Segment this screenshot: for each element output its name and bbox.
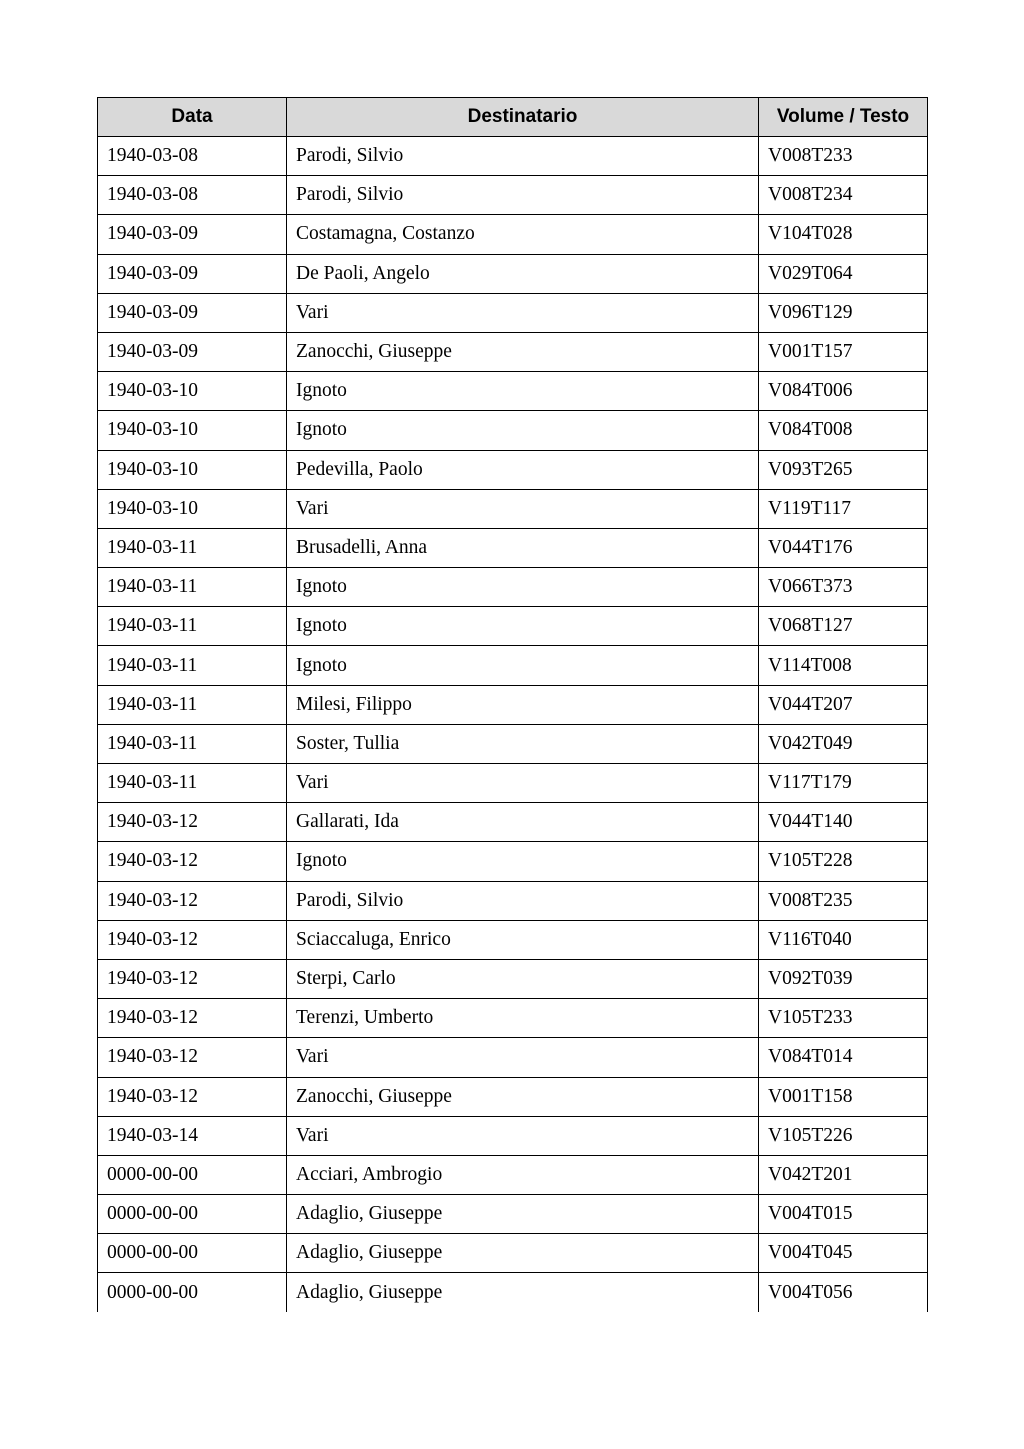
cell-recipient: Parodi, Silvio — [287, 176, 759, 215]
cell-date: 1940-03-12 — [98, 1077, 287, 1116]
column-header-data: Data — [98, 98, 287, 137]
cell-volume-text: V119T117 — [759, 489, 928, 528]
cell-date: 1940-03-09 — [98, 254, 287, 293]
cell-date: 1940-03-09 — [98, 332, 287, 371]
cell-date: 1940-03-08 — [98, 176, 287, 215]
column-header-destinatario: Destinatario — [287, 98, 759, 137]
cell-date: 1940-03-12 — [98, 842, 287, 881]
table-row — [98, 999, 928, 1038]
cell-date: 1940-03-12 — [98, 1038, 287, 1077]
cell-recipient: Soster, Tullia — [287, 724, 759, 763]
table-row — [98, 528, 928, 567]
cell-volume-text: V029T064 — [759, 254, 928, 293]
table-row — [98, 803, 928, 842]
cell-volume-text: V068T127 — [759, 607, 928, 646]
cell-recipient: Vari — [287, 1116, 759, 1155]
cell-recipient: Milesi, Filippo — [287, 685, 759, 724]
cell-date: 1940-03-11 — [98, 568, 287, 607]
table-row — [98, 568, 928, 607]
table-row — [98, 1234, 928, 1273]
table-row — [98, 215, 928, 254]
cell-recipient: Vari — [287, 489, 759, 528]
table-row — [98, 1273, 928, 1312]
cell-volume-text: V008T234 — [759, 176, 928, 215]
cell-recipient: Vari — [287, 1038, 759, 1077]
table-row — [98, 607, 928, 646]
table-row — [98, 411, 928, 450]
cell-date: 0000-00-00 — [98, 1234, 287, 1273]
table-row — [98, 176, 928, 215]
cell-date: 0000-00-00 — [98, 1195, 287, 1234]
cell-recipient: Ignoto — [287, 646, 759, 685]
cell-date: 1940-03-11 — [98, 528, 287, 567]
cell-recipient: Costamagna, Costanzo — [287, 215, 759, 254]
table-row — [98, 1155, 928, 1194]
cell-recipient: Ignoto — [287, 411, 759, 450]
table-row — [98, 685, 928, 724]
cell-volume-text: V084T006 — [759, 372, 928, 411]
table-row — [98, 842, 928, 881]
cell-date: 1940-03-11 — [98, 685, 287, 724]
cell-date: 1940-03-11 — [98, 724, 287, 763]
cell-date: 1940-03-11 — [98, 764, 287, 803]
table-row — [98, 646, 928, 685]
cell-recipient: De Paoli, Angelo — [287, 254, 759, 293]
cell-volume-text: V116T040 — [759, 920, 928, 959]
table-row — [98, 1077, 928, 1116]
cell-date: 1940-03-08 — [98, 137, 287, 176]
cell-volume-text: V044T176 — [759, 528, 928, 567]
cell-volume-text: V105T226 — [759, 1116, 928, 1155]
cell-recipient: Vari — [287, 293, 759, 332]
cell-volume-text: V004T015 — [759, 1195, 928, 1234]
cell-recipient: Ignoto — [287, 372, 759, 411]
cell-volume-text: V105T233 — [759, 999, 928, 1038]
cell-recipient: Ignoto — [287, 842, 759, 881]
cell-volume-text: V096T129 — [759, 293, 928, 332]
table-row — [98, 920, 928, 959]
table-row — [98, 489, 928, 528]
cell-volume-text: V117T179 — [759, 764, 928, 803]
cell-recipient: Adaglio, Giuseppe — [287, 1195, 759, 1234]
cell-volume-text: V093T265 — [759, 450, 928, 489]
table-body — [98, 137, 928, 1313]
cell-recipient: Zanocchi, Giuseppe — [287, 332, 759, 371]
cell-recipient: Brusadelli, Anna — [287, 528, 759, 567]
cell-volume-text: V066T373 — [759, 568, 928, 607]
table-row — [98, 764, 928, 803]
table-row — [98, 332, 928, 371]
table-row — [98, 137, 928, 176]
cell-recipient: Adaglio, Giuseppe — [287, 1234, 759, 1273]
cell-volume-text: V044T140 — [759, 803, 928, 842]
cell-recipient: Sterpi, Carlo — [287, 959, 759, 998]
table-row — [98, 1038, 928, 1077]
cell-recipient: Gallarati, Ida — [287, 803, 759, 842]
cell-volume-text: V001T157 — [759, 332, 928, 371]
cell-date: 1940-03-10 — [98, 411, 287, 450]
cell-volume-text: V084T014 — [759, 1038, 928, 1077]
cell-volume-text: V008T233 — [759, 137, 928, 176]
cell-date: 0000-00-00 — [98, 1273, 287, 1312]
cell-recipient: Ignoto — [287, 607, 759, 646]
table-row — [98, 1116, 928, 1155]
cell-recipient: Parodi, Silvio — [287, 881, 759, 920]
cell-recipient: Ignoto — [287, 568, 759, 607]
cell-volume-text: V044T207 — [759, 685, 928, 724]
cell-recipient: Adaglio, Giuseppe — [287, 1273, 759, 1312]
cell-recipient: Zanocchi, Giuseppe — [287, 1077, 759, 1116]
cell-date: 1940-03-14 — [98, 1116, 287, 1155]
letters-table — [97, 97, 928, 1312]
cell-date: 1940-03-10 — [98, 372, 287, 411]
table-row — [98, 959, 928, 998]
table-row — [98, 724, 928, 763]
cell-volume-text: V084T008 — [759, 411, 928, 450]
table-row — [98, 254, 928, 293]
cell-date: 1940-03-12 — [98, 959, 287, 998]
cell-date: 1940-03-09 — [98, 293, 287, 332]
table-row — [98, 1195, 928, 1234]
table-row — [98, 881, 928, 920]
cell-volume-text: V114T008 — [759, 646, 928, 685]
cell-date: 1940-03-10 — [98, 450, 287, 489]
cell-date: 1940-03-12 — [98, 803, 287, 842]
cell-volume-text: V008T235 — [759, 881, 928, 920]
cell-date: 1940-03-11 — [98, 607, 287, 646]
cell-volume-text: V001T158 — [759, 1077, 928, 1116]
cell-date: 1940-03-11 — [98, 646, 287, 685]
cell-date: 1940-03-09 — [98, 215, 287, 254]
column-header-volume-testo: Volume / Testo — [759, 98, 928, 137]
cell-volume-text: V105T228 — [759, 842, 928, 881]
cell-volume-text: V004T056 — [759, 1273, 928, 1312]
cell-volume-text: V092T039 — [759, 959, 928, 998]
cell-date: 1940-03-12 — [98, 881, 287, 920]
cell-recipient: Acciari, Ambrogio — [287, 1155, 759, 1194]
cell-recipient: Terenzi, Umberto — [287, 999, 759, 1038]
cell-recipient: Vari — [287, 764, 759, 803]
cell-volume-text: V042T049 — [759, 724, 928, 763]
cell-date: 1940-03-12 — [98, 920, 287, 959]
header-row — [98, 98, 928, 137]
cell-volume-text: V042T201 — [759, 1155, 928, 1194]
cell-date: 1940-03-12 — [98, 999, 287, 1038]
cell-recipient: Sciaccaluga, Enrico — [287, 920, 759, 959]
cell-date: 1940-03-10 — [98, 489, 287, 528]
cell-date: 0000-00-00 — [98, 1155, 287, 1194]
table-header — [98, 98, 928, 137]
table-row — [98, 450, 928, 489]
cell-recipient: Pedevilla, Paolo — [287, 450, 759, 489]
cell-volume-text: V004T045 — [759, 1234, 928, 1273]
table-row — [98, 372, 928, 411]
cell-recipient: Parodi, Silvio — [287, 137, 759, 176]
table-row — [98, 293, 928, 332]
cell-volume-text: V104T028 — [759, 215, 928, 254]
